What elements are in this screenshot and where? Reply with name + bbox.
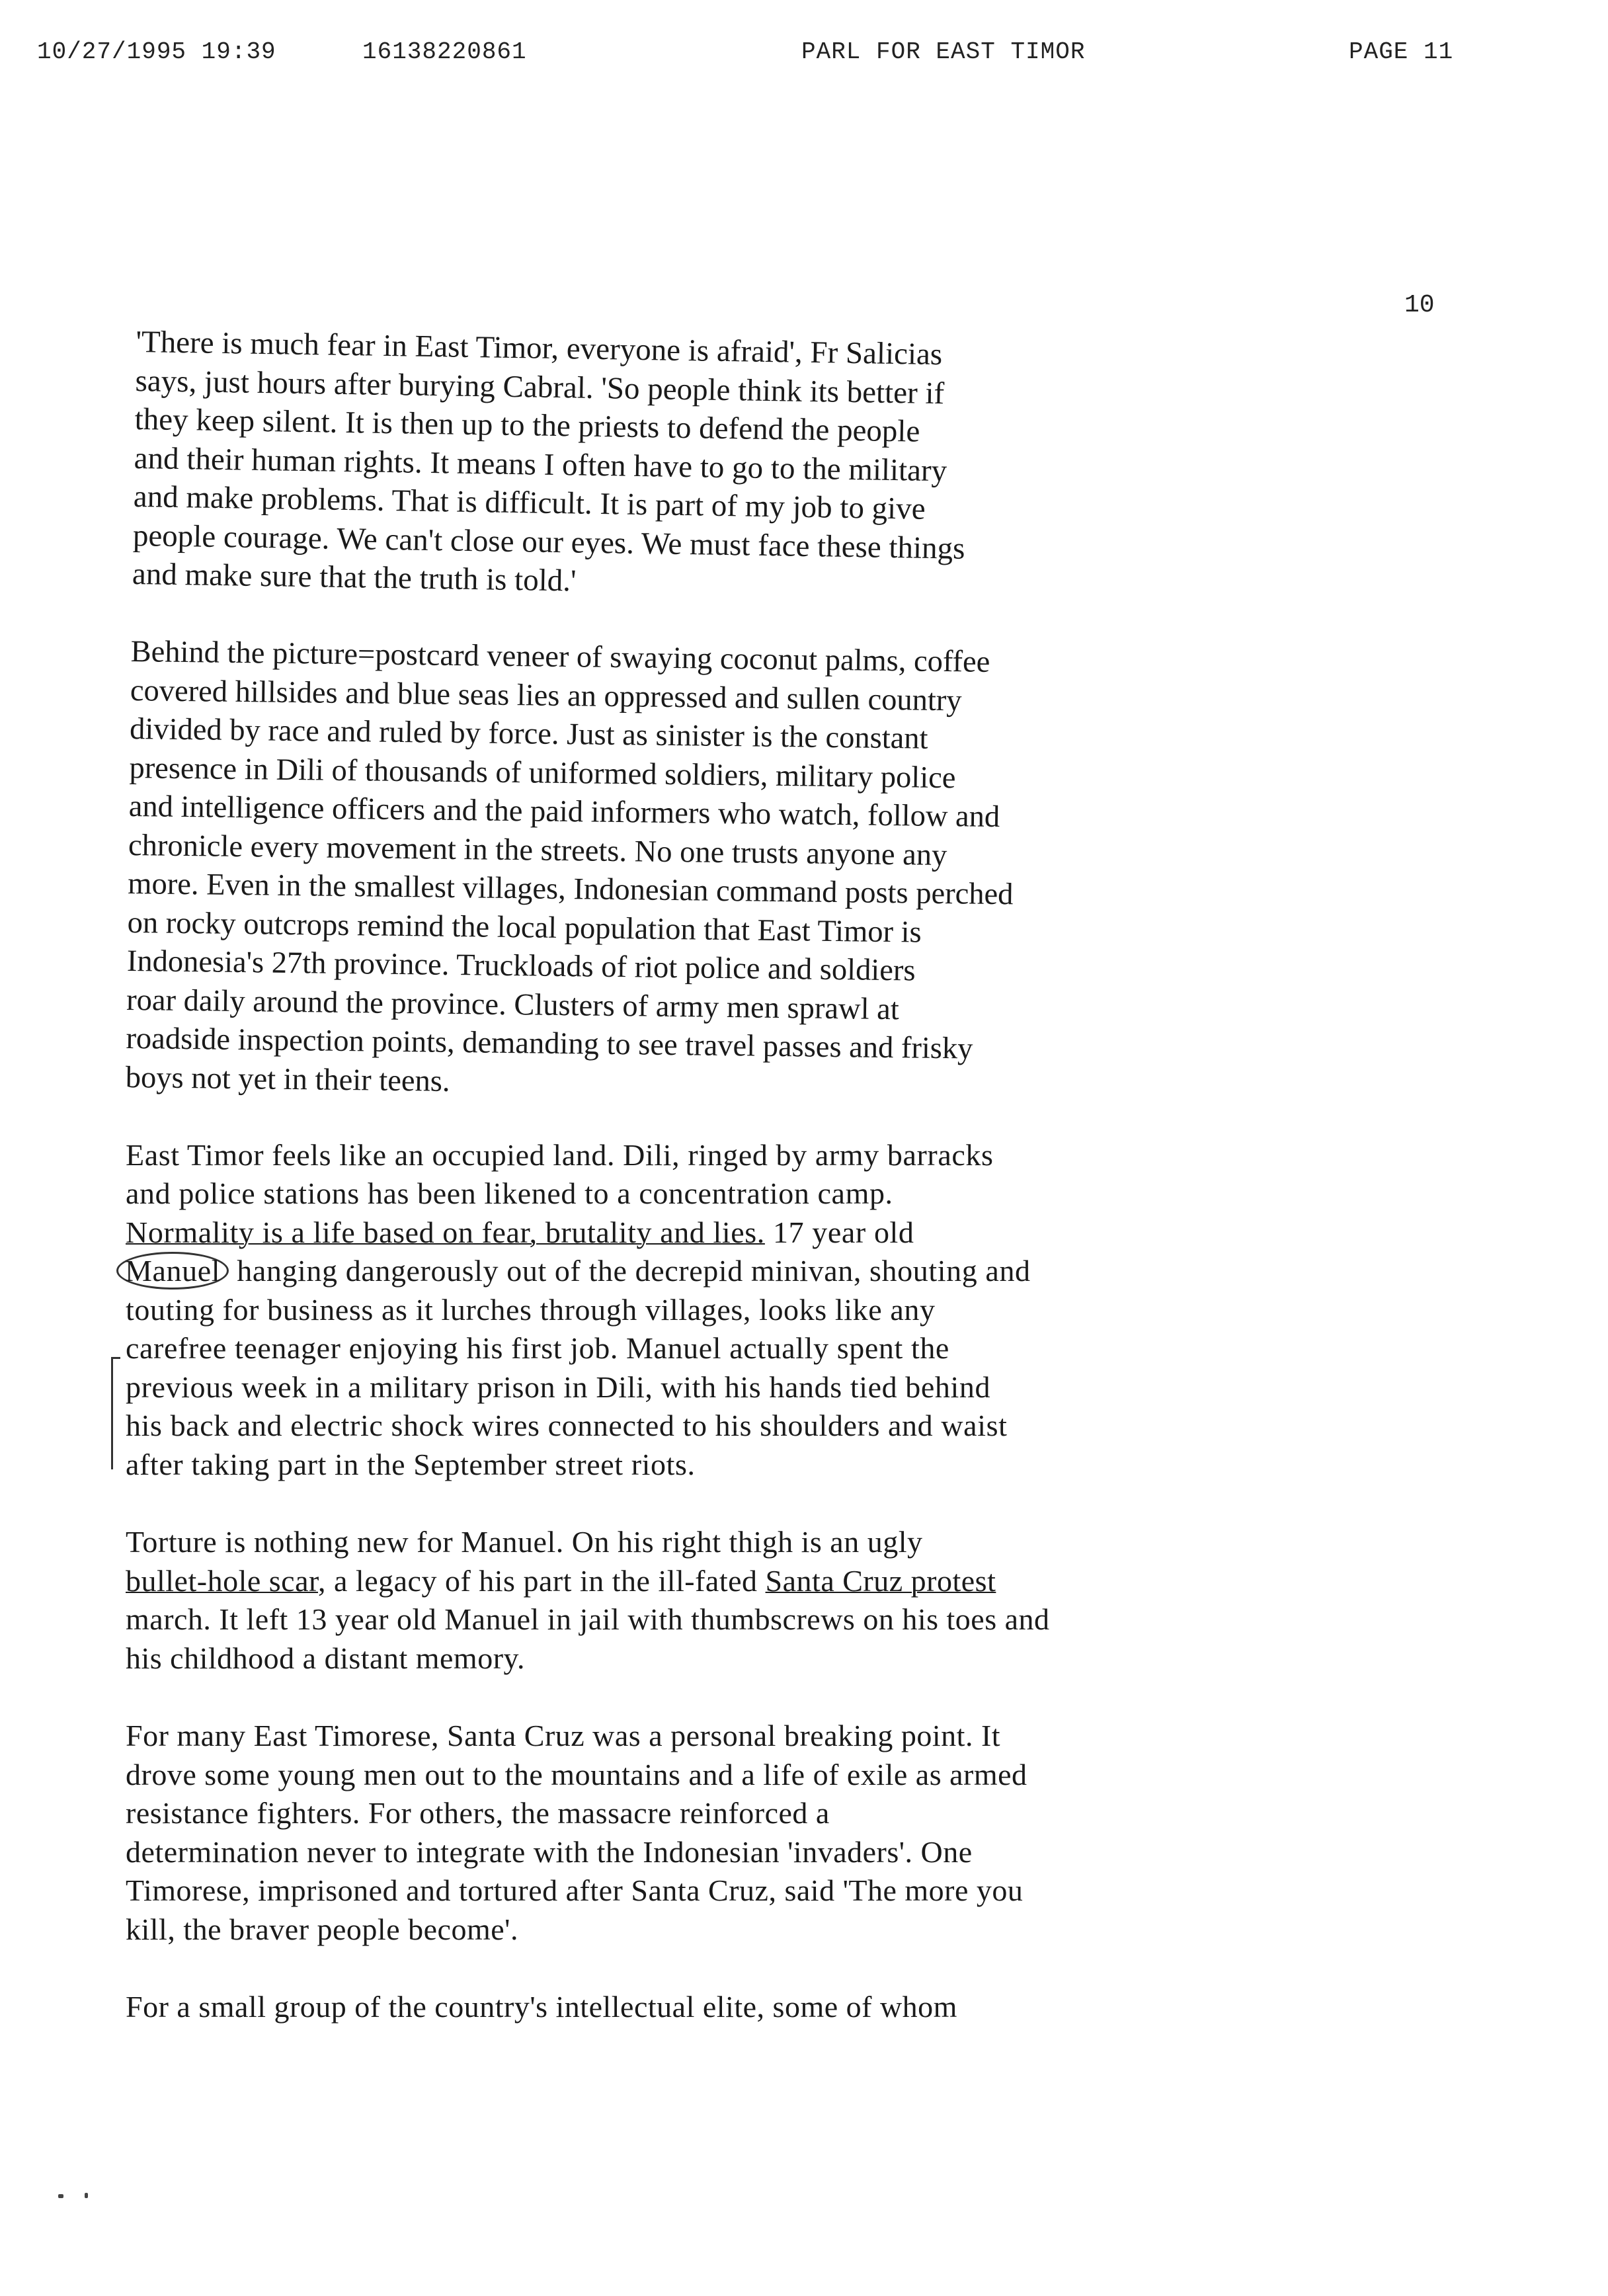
text-line (126, 1252, 1369, 1291)
text-line: resistance fighters. For others, the massacre reinforced a (126, 1796, 830, 1830)
text-line: roadside inspection points, demanding to see travel passes and frisky (126, 1021, 973, 1066)
text-line: and make problems. That is difficult. It is part of my job to give (133, 479, 926, 526)
text-line: people courage. We can't close our eyes. We must face these things (132, 518, 965, 566)
text-line: previous week in a military prison in Dili, with his hands tied behind (126, 1370, 991, 1404)
fax-phone-number: 16138220861 (362, 38, 527, 65)
text-line: says, just hours after burying Cabral. 'So people think its better if (135, 363, 945, 411)
text-line: march. It left 13 year old Manuel in jail with thumbscrews on his toes and (126, 1602, 1050, 1636)
text-fragment: , a legacy of his part in the ill-fated (318, 1563, 766, 1598)
text-line: roar daily around the province. Clusters of army men sprawl at (126, 982, 900, 1026)
fax-page-indicator: PAGE 11 (1349, 38, 1454, 65)
text-line: divided by race and ruled by force. Just as sinister is the constant (129, 712, 928, 756)
text-fragment: hanging dangerously out of the decrepid minivan, shouting and (229, 1254, 1031, 1288)
handwritten-margin-bracket (111, 1357, 122, 1469)
paragraph-postcard-veneer (125, 633, 1368, 1112)
scan-speck (85, 2193, 88, 2198)
text-line: covered hillsides and blue seas lies an oppressed and sullen country (130, 673, 962, 718)
text-line: presence in Dili of thousands of uniformed soldiers, military police (129, 750, 956, 795)
scan-speck (58, 2194, 63, 2198)
text-line: and police stations has been likened to a concentration camp. (126, 1176, 893, 1210)
text-line: and their human rights. It means I often have to go to the military (134, 440, 947, 488)
paragraph-torture (126, 1523, 1369, 1678)
text-line: Timorese, imprisoned and tortured after Santa Cruz, said 'The more you (126, 1873, 1024, 1907)
document-body (126, 323, 1369, 2066)
text-line: boys not yet in their teens. (125, 1059, 450, 1098)
text-line: more. Even in the smallest villages, Indonesian command posts perched (128, 866, 1014, 911)
text-line: kill, the braver people become'. (126, 1912, 518, 1946)
text-line: 'There is much fear in East Timor, everyone is afraid', Fr Salicias (136, 324, 943, 372)
underlined-phrase: Normality is a life based on fear, brutality and lies. (126, 1215, 765, 1249)
text-line: Torture is nothing new for Manuel. On his right thigh is an ugly (126, 1525, 923, 1559)
text-line: carefree teenager enjoying his first job. Manuel actually spent the (126, 1331, 949, 1365)
paragraph-occupied-land (126, 1136, 1369, 1485)
fax-datetime: 10/27/1995 19:39 (37, 38, 276, 65)
text-line: For a small group of the country's intellectual elite, some of whom (126, 1990, 957, 2024)
paragraph-santa-cruz (126, 1717, 1369, 1949)
text-line: For many East Timorese, Santa Cruz was a personal breaking point. It (126, 1719, 1001, 1752)
text-line: Behind the picture=postcard veneer of swaying coconut palms, coffee (130, 634, 990, 679)
text-line: determination never to integrate with the Indonesian 'invaders'. One (126, 1834, 973, 1869)
text-line: his back and electric shock wires connected to his shoulders and waist (126, 1409, 1008, 1442)
text-line: Indonesia's 27th province. Truckloads of riot police and soldiers (126, 944, 916, 988)
text-line (126, 1562, 1369, 1601)
text-line: they keep silent. It is then up to the priests to defend the people (134, 401, 920, 449)
text-line: and make sure that the truth is told.' (132, 556, 577, 598)
fax-sender: PARL FOR EAST TIMOR (801, 38, 1086, 65)
text-line: chronicle every movement in the streets. No one trusts anyone any (128, 827, 947, 872)
text-fragment: 17 year old (764, 1215, 914, 1249)
text-line: his childhood a distant memory. (126, 1641, 526, 1675)
text-line: East Timor feels like an occupied land. Dili, ringed by army barracks (126, 1137, 994, 1172)
text-line (126, 1213, 1369, 1252)
text-line: and intelligence officers and the paid informers who watch, follow and (128, 789, 1000, 834)
page-number: 10 (1404, 291, 1435, 319)
text-line: on rocky outcrops remind the local population that East Timor is (127, 905, 922, 949)
paragraph-quote-salicias (132, 323, 1369, 613)
text-line: drove some young men out to the mountains and a life of exile as armed (126, 1757, 1027, 1791)
paragraph-intellectual-elite (126, 1988, 1369, 2027)
underlined-phrase: Santa Cruz protest (765, 1563, 996, 1598)
text-line: after taking part in the September street riots. (126, 1447, 696, 1481)
text-line: touting for business as it lurches through villages, looks like any (126, 1292, 936, 1327)
circled-name: Manuel (116, 1252, 229, 1290)
fax-header (0, 38, 1608, 78)
underlined-phrase: bullet-hole scar (126, 1563, 318, 1598)
